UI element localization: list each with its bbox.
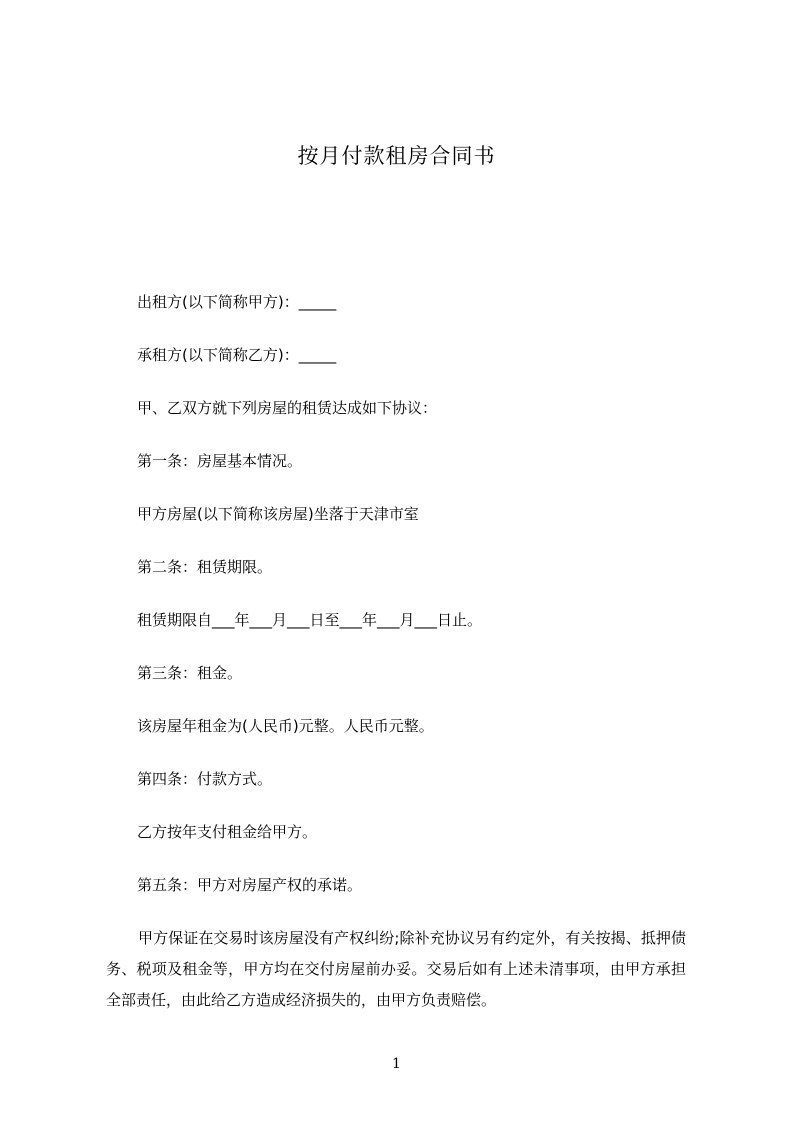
article-3-text: 该房屋年租金为(人民币)元整。人民币元整。 [137,717,434,735]
article-3-heading: 第三条：租金。 [137,664,243,682]
document-title: 按月付款租房合同书 [297,144,496,168]
article-2-heading: 第二条：租赁期限。 [137,558,273,576]
article-4-heading: 第四条：付款方式。 [137,770,273,788]
agreement-intro: 甲、乙双方就下列房屋的租赁达成如下协议： [137,399,438,417]
article-2-text: 租赁期限自___年___月___日至___年___月___日止。 [137,611,483,629]
page-number: 1 [392,1056,401,1072]
article-1-heading: 第一条：房屋基本情况。 [137,452,303,470]
article-4-text: 乙方按年支付租金给甲方。 [137,823,318,841]
lessee-line: 承租方(以下简称乙方)：_____ [137,346,337,364]
article-1-text: 甲方房屋(以下简称该房屋)坐落于天津市室 [137,505,419,523]
article-5-paragraph: 甲方保证在交易时该房屋没有产权纠纷;除补充协议另有约定外，有关按揭、抵押债务、税项及租金等，甲方均在交付房屋前办妥。交易后如有上述未清事项，由甲方承担全部责任，由此给乙方造成经济损失的，由甲方负责赔偿。 [106,929,686,1009]
article-5-heading: 第五条：甲方对房屋产权的承诺。 [137,876,363,894]
lessor-line: 出租方(以下简称甲方)：_____ [137,293,337,311]
